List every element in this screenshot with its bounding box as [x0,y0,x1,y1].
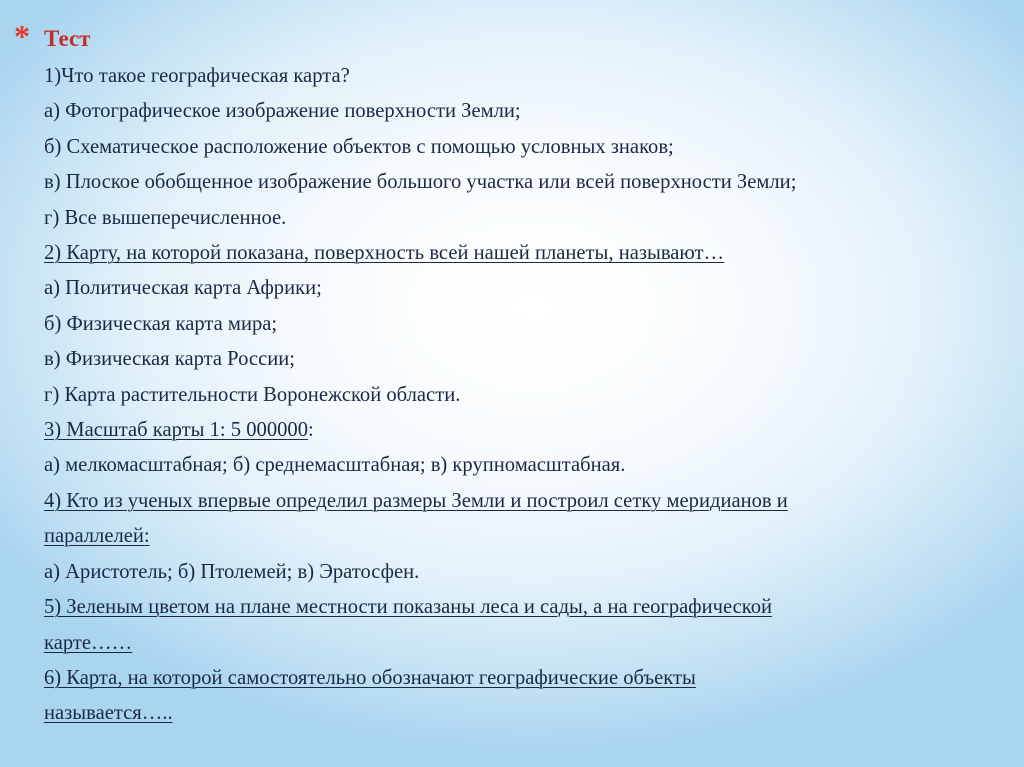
question-1: 1)Что такое географическая карта? [44,65,350,87]
question-5-line-2: карте…… [44,631,133,654]
answers-3: а) мелкомасштабная; б) среднемасштабная; в) крупномасштабная. [44,454,626,477]
question-6-line-2: называется….. [44,702,173,725]
answer-2d: г) Карта растительности Воронежской области. [44,383,461,406]
answer-1a: а) Фотографическое изображение поверхности Земли; [44,100,521,123]
question-3-text: 3) Масштаб карты 1: 5 000000 [44,419,309,442]
bullet-star: * [14,18,30,54]
answer-1b: б) Схематическое расположение объектов с помощью условных знаков; [44,135,674,158]
question-4-line-1: 4) Кто из ученых впервые определил размеры Земли и построил сетку меридианов и [44,489,788,512]
question-2: 2) Карту, на которой показана, поверхность всей нашей планеты, называют… [44,242,725,265]
slide-title: Тест [44,26,91,51]
slide-content [44,59,1004,732]
question-6-line-1: 6) Карта, на которой самостоятельно обозначают географические объекты [44,666,696,689]
answer-1d: г) Все вышеперечисленное. [44,206,287,229]
answers-4: а) Аристотель; б) Птолемей; в) Эратосфен. [44,560,420,583]
question-3 [44,413,1004,448]
question-4-line-2: параллелей: [44,525,150,548]
question-3-colon: : [308,419,314,442]
answer-2c: в) Физическая карта России; [44,348,295,371]
question-5-line-1: 5) Зеленым цветом на плане местности показаны леса и сады, а на географической [44,596,773,619]
answer-2a: а) Политическая карта Африки; [44,277,322,300]
answer-2b: б) Физическая карта мира; [44,312,278,335]
answer-1c: в) Плоское обобщенное изображение большого участка или всей поверхности Земли; [44,171,797,194]
